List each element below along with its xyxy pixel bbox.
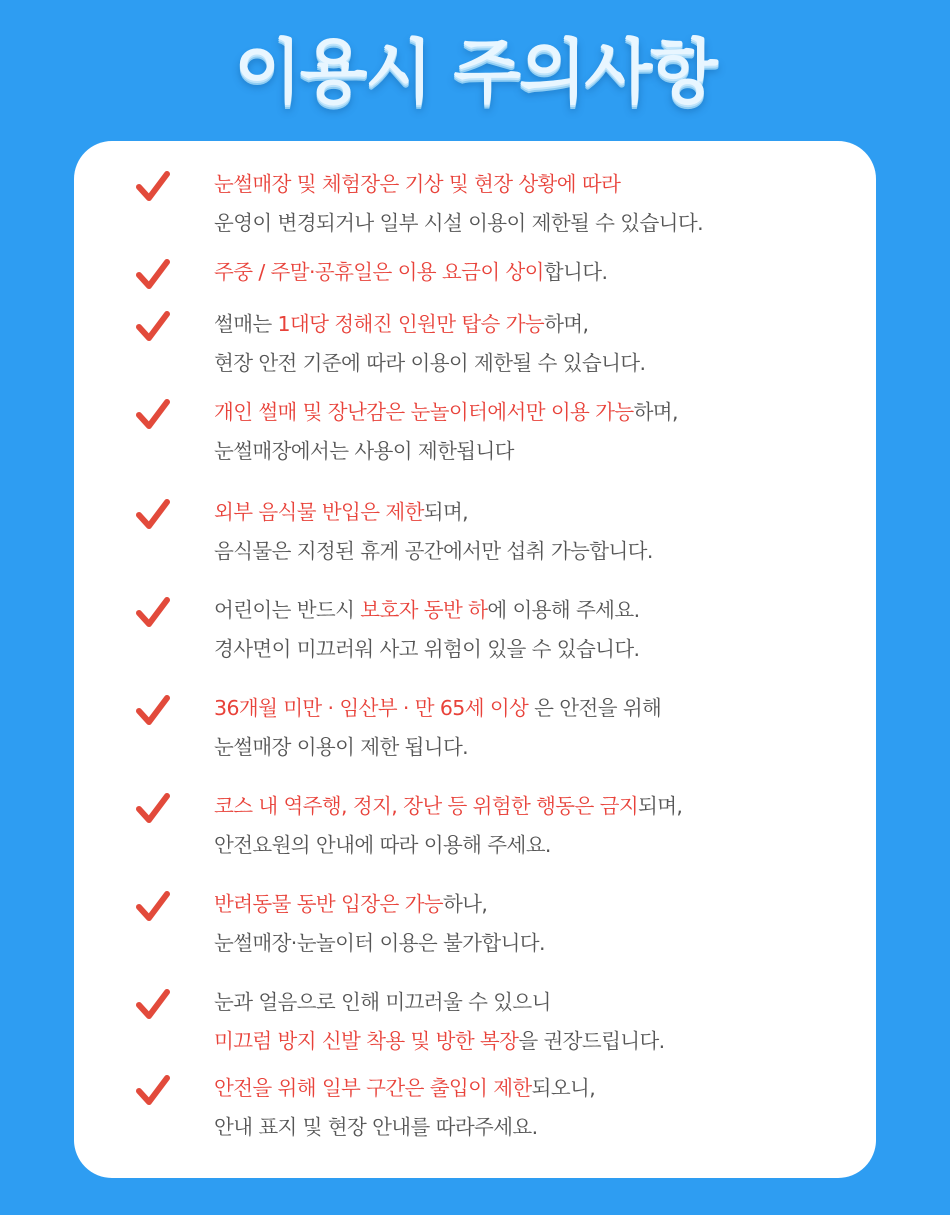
notice-line <box>214 689 854 728</box>
notice-text <box>214 591 854 669</box>
highlight-text: 외부 음식물 반입은 제한 <box>214 500 424 524</box>
highlight-text: 안전을 위해 일부 구간은 출입이 제한 <box>214 1076 532 1100</box>
body-text: 되며, <box>423 500 469 524</box>
body-text: 하나, <box>442 892 488 916</box>
body-text: 안내 표지 및 현장 안내를 따라주세요. <box>214 1115 538 1139</box>
notice-text <box>214 885 854 963</box>
body-text: 운영이 변경되거나 일부 시설 이용이 제한될 수 있습니다. <box>214 211 703 235</box>
notice-line <box>214 165 854 204</box>
notice-line <box>214 344 854 383</box>
notice-line <box>214 924 854 963</box>
body-text: 을 권장드립니다. <box>518 1029 665 1053</box>
check-mark-icon <box>136 257 170 291</box>
notice-line <box>214 1022 854 1061</box>
highlight-text: 미끄럼 방지 신발 착용 및 방한 복장 <box>214 1029 519 1053</box>
page-title: 이용시 주의사항 <box>234 31 716 113</box>
notice-text <box>214 787 854 865</box>
check-mark-icon <box>136 595 170 629</box>
notice-line <box>214 204 854 243</box>
check-mark-icon <box>136 791 170 825</box>
highlight-text: 주중 / 주말·공휴일은 이용 요금이 상이 <box>214 260 544 284</box>
body-text: 눈과 얼음으로 인해 미끄러울 수 있으니 <box>214 990 551 1014</box>
check-mark-icon <box>136 169 170 203</box>
highlight-text: 코스 내 역주행, 정지, 장난 등 위험한 행동은 금지 <box>214 794 639 818</box>
body-text: 하며, <box>544 312 589 336</box>
highlight-text: 1대당 정해진 인원만 탑승 가능 <box>277 312 545 336</box>
highlight-text: 반려동물 동반 입장은 가능 <box>214 892 443 916</box>
body-text: 하며, <box>633 400 678 424</box>
notice-text <box>214 689 854 767</box>
body-text: 경사면이 미끄러워 사고 위험이 있을 수 있습니다. <box>214 637 640 661</box>
notice-line <box>214 728 854 767</box>
notice-line <box>214 826 854 865</box>
notice-line <box>214 432 854 471</box>
check-mark-icon <box>136 397 170 431</box>
body-text: 현장 안전 기준에 따라 이용이 제한될 수 있습니다. <box>214 351 646 375</box>
check-mark-icon <box>136 497 170 531</box>
body-text: 눈썰매장 이용이 제한 됩니다. <box>214 735 469 759</box>
notice-line <box>214 532 854 571</box>
notice-line <box>214 1069 854 1108</box>
body-text: 음식물은 지정된 휴게 공간에서만 섭취 가능합니다. <box>214 539 653 563</box>
body-text: 눈썰매장에서는 사용이 제한됩니다 <box>214 439 514 463</box>
highlight-text: 36개월 미만 · 임산부 · 만 65세 이상 <box>214 696 529 720</box>
notice-text <box>214 305 854 383</box>
notice-text <box>214 253 854 292</box>
check-mark-icon <box>136 987 170 1021</box>
body-text: 에 이용해 주세요. <box>487 598 640 622</box>
notice-text <box>214 393 854 471</box>
notice-line <box>214 305 854 344</box>
notice-line <box>214 591 854 630</box>
body-text: 합니다. <box>543 260 608 284</box>
notice-line <box>214 1108 854 1147</box>
notice-card <box>74 141 876 1178</box>
notice-line <box>214 393 854 432</box>
body-text: 되오니, <box>531 1076 596 1100</box>
notice-line <box>214 253 854 292</box>
body-text: 되며, <box>638 794 683 818</box>
body-text: 눈썰매장·눈놀이터 이용은 불가합니다. <box>214 931 545 955</box>
highlight-text: 개인 썰매 및 장난감은 눈놀이터에서만 이용 가능 <box>214 400 634 424</box>
check-mark-icon <box>136 1073 170 1107</box>
notice-text <box>214 493 854 571</box>
notice-line <box>214 983 854 1022</box>
notice-line <box>214 493 854 532</box>
highlight-text: 눈썰매장 및 체험장은 기상 및 현장 상황에 따라 <box>214 172 621 196</box>
notice-text <box>214 983 854 1061</box>
check-mark-icon <box>136 309 170 343</box>
notice-text <box>214 165 854 243</box>
body-text: 은 안전을 위해 <box>528 696 662 720</box>
notice-line <box>214 885 854 924</box>
notice-line <box>214 787 854 826</box>
notice-line <box>214 630 854 669</box>
notice-text <box>214 1069 854 1147</box>
body-text: 어린이는 반드시 <box>214 598 361 622</box>
body-text: 안전요원의 안내에 따라 이용해 주세요. <box>214 833 551 857</box>
check-mark-icon <box>136 889 170 923</box>
body-text: 썰매는 <box>214 312 278 336</box>
check-mark-icon <box>136 693 170 727</box>
highlight-text: 보호자 동반 하 <box>360 598 488 622</box>
